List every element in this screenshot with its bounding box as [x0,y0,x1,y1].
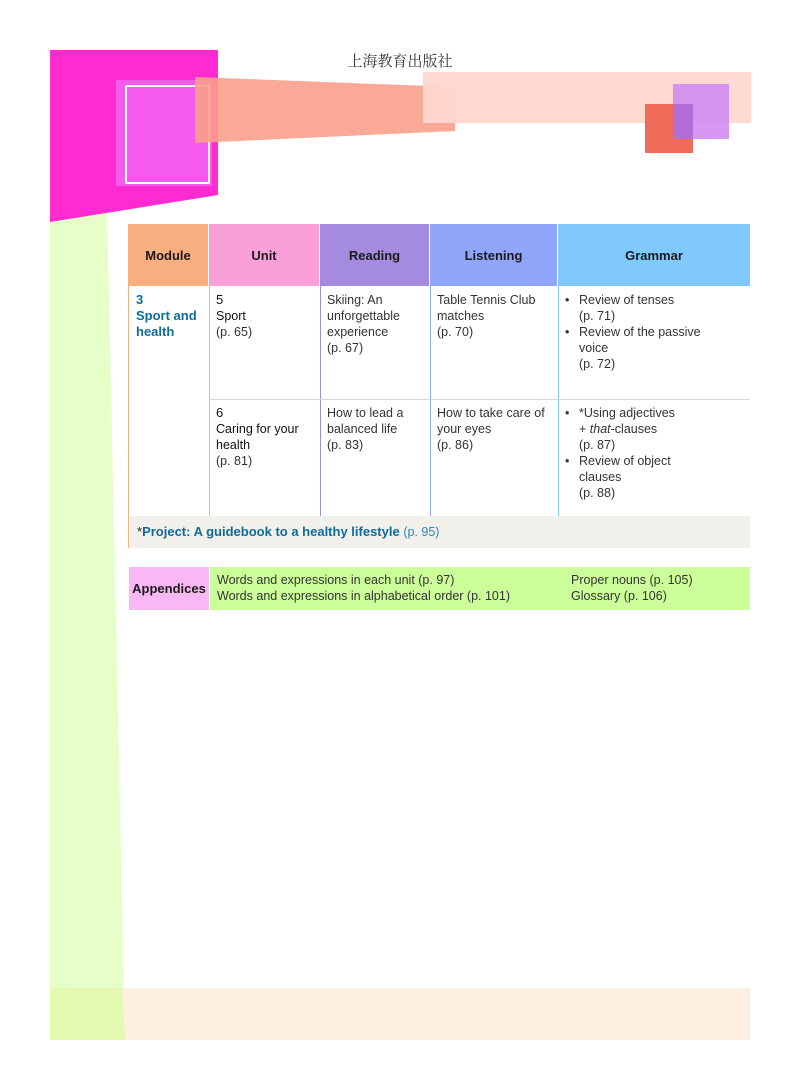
listening-page: (p. 86) [437,438,474,452]
italic-that: that [589,422,611,436]
listening-line: Table Tennis Club [437,293,536,307]
unit-title: Sport [216,309,246,323]
unit-cell-5 [216,292,252,340]
unit-title: health [216,438,251,452]
unit-page: (p. 81) [216,454,253,468]
row-divider [209,399,750,400]
star-mark: * [579,406,584,420]
reading-line: balanced life [327,422,398,436]
header-module: Module [128,224,208,286]
appendix-item: Words and expressions in each unit (p. 97) [217,573,455,587]
project-page: (p. 95) [403,525,440,539]
grammar-text: Using adjectives [583,406,675,420]
header-grammar: Grammar [558,224,750,286]
grammar-item [565,292,701,324]
unit-number: 6 [216,405,224,420]
reading-line: How to lead a [327,406,404,420]
module-title-1: Sport and [136,308,197,323]
grammar-item [565,324,701,372]
grammar-line: • Review of tenses [579,293,675,307]
header-unit: Unit [209,224,319,286]
appendix-item: Proper nouns (p. 105) [571,573,693,587]
appendices-row [129,567,750,610]
listening-cell-5 [437,292,535,340]
unit-title: Caring for your [216,422,299,436]
reading-cell-5 [327,292,400,356]
publisher-header: 上海教育出版社 [347,52,453,70]
listening-line: How to take care of [437,406,545,420]
grammar-line [579,405,675,421]
grammar-item [565,405,675,453]
grammar-item [565,453,675,501]
grammar-line: clauses [579,470,622,484]
reading-cell-6 [327,405,403,453]
unit-cell-6 [216,405,299,469]
grammar-page: (p. 88) [579,486,616,500]
grammar-line: voice [579,341,609,355]
divider-unit [209,286,210,516]
unit-page: (p. 65) [216,325,253,339]
appendices-label: Appendices [129,567,209,610]
bottom-band [50,988,750,1040]
header-listening: Listening [430,224,557,286]
salmon-beam [195,77,455,143]
header-reading: Reading [320,224,429,286]
grammar-page: (p. 72) [579,357,616,371]
grammar-line: • Review of the passive [579,325,701,339]
violet-overlap [673,104,693,139]
unit-number: 5 [216,292,224,307]
divider-listening [430,286,431,516]
module-cell [136,292,197,340]
plus-sign: + [579,422,590,436]
listening-line: matches [437,309,485,323]
reading-page: (p. 83) [327,438,364,452]
divider-grammar [558,286,559,516]
project-line [137,524,439,539]
appendix-item: Glossary (p. 106) [571,589,667,603]
appendices-body [210,567,750,610]
module-title-2: health [136,324,175,339]
project-star: * [137,524,143,539]
reading-line: Skiing: An [327,293,383,307]
project-title: Project: A guidebook to a healthy lifestyle [142,524,400,539]
grammar-line: • Review of object [579,454,671,468]
module-number: 3 [136,292,144,307]
divider-reading [320,286,321,516]
grammar-page: (p. 71) [579,309,616,323]
bottom-band-green [50,988,125,1040]
green-left-strip [50,205,125,1040]
listening-cell-6 [437,405,545,453]
listening-line: your eyes [437,422,492,436]
grammar-cell-5 [565,292,701,372]
grammar-line [579,421,675,437]
listening-page: (p. 70) [437,325,474,339]
clauses-text: -clauses [610,422,658,436]
reading-line: experience [327,325,389,339]
divider-module [128,286,129,548]
reading-line: unforgettable [327,309,400,323]
light-pink-bar-lower [423,72,673,123]
reading-page: (p. 67) [327,341,364,355]
grammar-page: (p. 87) [579,438,616,452]
appendix-item: Words and expressions in alphabetical order (p. 101) [217,589,510,603]
grammar-cell-6 [565,405,675,501]
